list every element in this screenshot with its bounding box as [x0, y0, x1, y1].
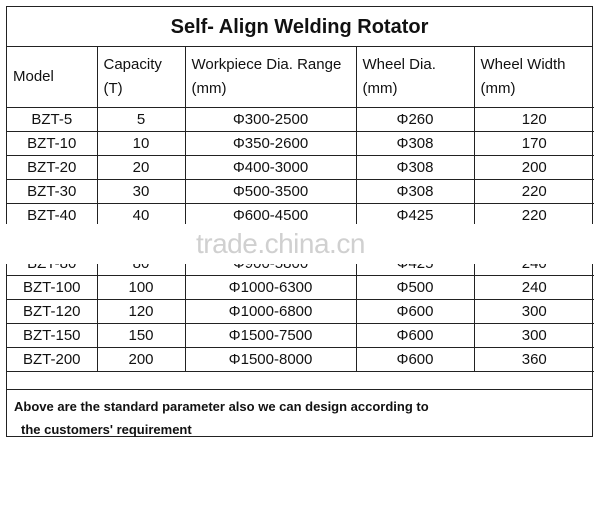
column-header-label: Workpiece Dia. Range	[191, 56, 342, 73]
cell-model: BZT-200	[7, 348, 97, 372]
cell-wheel-width: 120	[474, 108, 594, 132]
footnote-line-1: Above are the standard parameter also we can design according to	[14, 399, 429, 414]
table-row	[7, 132, 594, 156]
column-header-label: Capacity	[103, 56, 162, 73]
cell-range: Φ500-3500	[185, 180, 356, 204]
cell-range: Φ1000-6300	[185, 276, 356, 300]
table-row	[7, 108, 594, 132]
column-header	[474, 47, 594, 108]
column-header-label: Wheel Width	[480, 56, 566, 73]
table-row	[7, 324, 594, 348]
cell-range: Φ350-2600	[185, 132, 356, 156]
cell-wheel-width: 200	[474, 156, 594, 180]
column-header-unit: (mm)	[191, 80, 227, 97]
column-header	[97, 47, 185, 108]
cell-capacity: 30	[97, 180, 185, 204]
column-header-label: Wheel Dia.	[362, 56, 436, 73]
cell-wheel-width: 300	[474, 300, 594, 324]
footnote-line-2: the customers' requirement	[21, 422, 192, 437]
column-header-unit: (mm)	[362, 80, 398, 97]
cell-capacity: 5	[97, 108, 185, 132]
cell-wheel-dia: Φ600	[356, 300, 474, 324]
cell-range: Φ300-2500	[185, 108, 356, 132]
cell-model: BZT-5	[7, 108, 97, 132]
column-header	[185, 47, 356, 108]
cell-wheel-dia: Φ425	[356, 204, 474, 228]
cell-wheel-width: 360	[474, 348, 594, 372]
cell-model: BZT-40	[7, 204, 97, 228]
cell-wheel-dia: Φ308	[356, 156, 474, 180]
footnote	[7, 389, 592, 436]
cell-range: Φ1500-7500	[185, 324, 356, 348]
cell-wheel-width: 300	[474, 324, 594, 348]
cell-capacity: 100	[97, 276, 185, 300]
table-row	[7, 180, 594, 204]
column-header	[7, 47, 97, 108]
table-row	[7, 300, 594, 324]
cell-wheel-width: 240	[474, 276, 594, 300]
watermark-text: trade.china.cn	[196, 228, 365, 259]
watermark-band	[0, 224, 600, 264]
cell-model: BZT-20	[7, 156, 97, 180]
spec-table	[7, 47, 594, 372]
cell-range: Φ600-4500	[185, 204, 356, 228]
cell-wheel-width: 220	[474, 180, 594, 204]
column-header	[356, 47, 474, 108]
table-row	[7, 348, 594, 372]
cell-wheel-width: 220	[474, 204, 594, 228]
header-row	[7, 47, 594, 108]
cell-wheel-dia: Φ308	[356, 132, 474, 156]
cell-range: Φ1000-6800	[185, 300, 356, 324]
cell-capacity: 20	[97, 156, 185, 180]
cell-wheel-dia: Φ308	[356, 180, 474, 204]
column-header-unit: (mm)	[480, 80, 516, 97]
cell-model: BZT-150	[7, 324, 97, 348]
cell-wheel-dia: Φ600	[356, 348, 474, 372]
cell-capacity: 40	[97, 204, 185, 228]
table-title: Self- Align Welding Rotator	[7, 7, 592, 47]
table-row	[7, 276, 594, 300]
column-header-label: Model	[13, 68, 54, 85]
cell-model: BZT-120	[7, 300, 97, 324]
spec-table-frame	[6, 6, 593, 437]
table-row	[7, 156, 594, 180]
cell-capacity: 200	[97, 348, 185, 372]
cell-model: BZT-30	[7, 180, 97, 204]
cell-wheel-dia: Φ500	[356, 276, 474, 300]
cell-wheel-dia: Φ260	[356, 108, 474, 132]
cell-wheel-width: 170	[474, 132, 594, 156]
cell-wheel-dia: Φ600	[356, 324, 474, 348]
cell-model: BZT-10	[7, 132, 97, 156]
cell-range: Φ400-3000	[185, 156, 356, 180]
cell-range: Φ1500-8000	[185, 348, 356, 372]
column-header-unit: (T)	[103, 80, 123, 97]
cell-capacity: 120	[97, 300, 185, 324]
cell-capacity: 150	[97, 324, 185, 348]
cell-model: BZT-100	[7, 276, 97, 300]
cell-capacity: 10	[97, 132, 185, 156]
